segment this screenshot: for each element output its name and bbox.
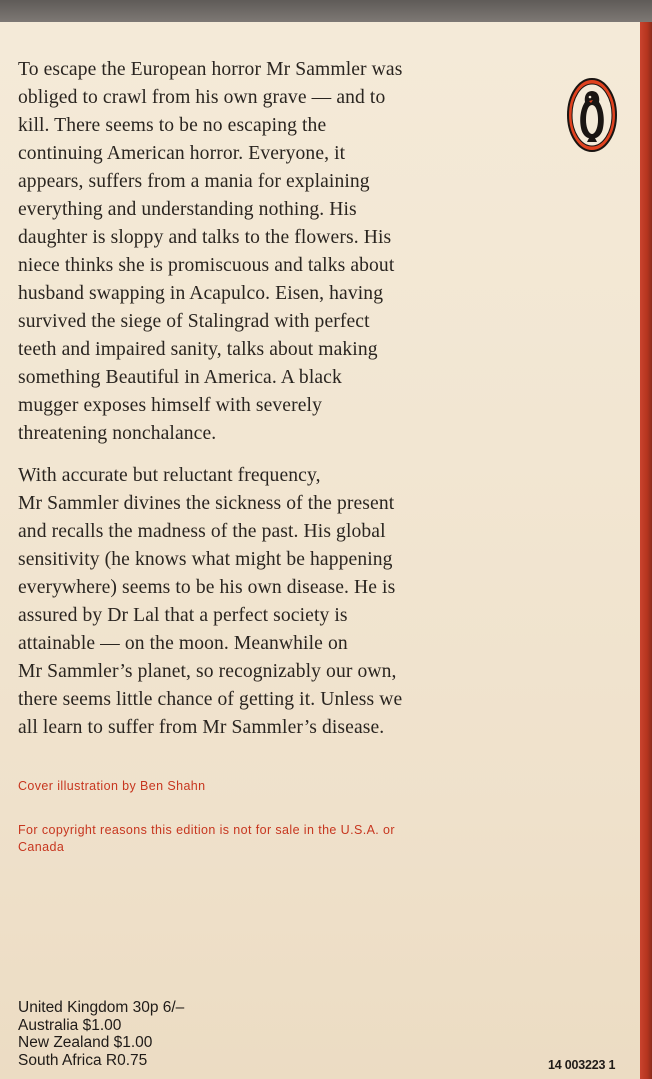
- blurb-text: [18, 56, 488, 756]
- price-list: [18, 999, 184, 1069]
- cover-credit: Cover illustration by Ben Shahn: [18, 779, 206, 793]
- spine-edge: [640, 22, 652, 1079]
- price-australia: Australia $1.00: [18, 1016, 122, 1034]
- blurb-paragraph-2: With accurate but reluctant frequency, Mr Sammler divines the sickness of the present and recalls the madness of the past. His global sensitivity (he knows what might be happening everywhere) seems to be his own disease. He is assured by Dr Lal that a perfect society is attainable — on the moon. Meanwhile on Mr Sammler’s planet, so recognizably our own, there seems little chance of getting it. Unless we all learn to suffer from Mr Sammler’s disease.: [18, 465, 403, 738]
- penguin-icon: [567, 78, 617, 152]
- isbn-number: 14 003223 1: [548, 1058, 616, 1072]
- price-south-africa: South Africa R0.75: [18, 1051, 148, 1069]
- book-back-cover: [0, 22, 640, 1079]
- top-shadow: [0, 0, 652, 22]
- blurb-paragraph-1: To escape the European horror Mr Sammler was obliged to crawl from his own grave — and to kill. There seems to be no escaping the continuing American horror. Everyone, it appears, suffers from a mania for explaining everything and understanding nothing. His daughter is sloppy and talks to the flowers. His niece thinks she is promiscuous and talks about husband swapping in Acapulco. Eisen, having survived the siege of Stalingrad with perfect teeth and impaired sanity, talks about making something Beautiful in America. A black mugger exposes himself with severely threatening nonchalance.: [18, 59, 403, 444]
- copyright-notice: For copyright reasons this edition is not for sale in the U.S.A. or Canada: [18, 823, 395, 854]
- price-new-zealand: New Zealand $1.00: [18, 1034, 153, 1051]
- price-uk: United Kingdom 30p 6/–: [18, 999, 185, 1016]
